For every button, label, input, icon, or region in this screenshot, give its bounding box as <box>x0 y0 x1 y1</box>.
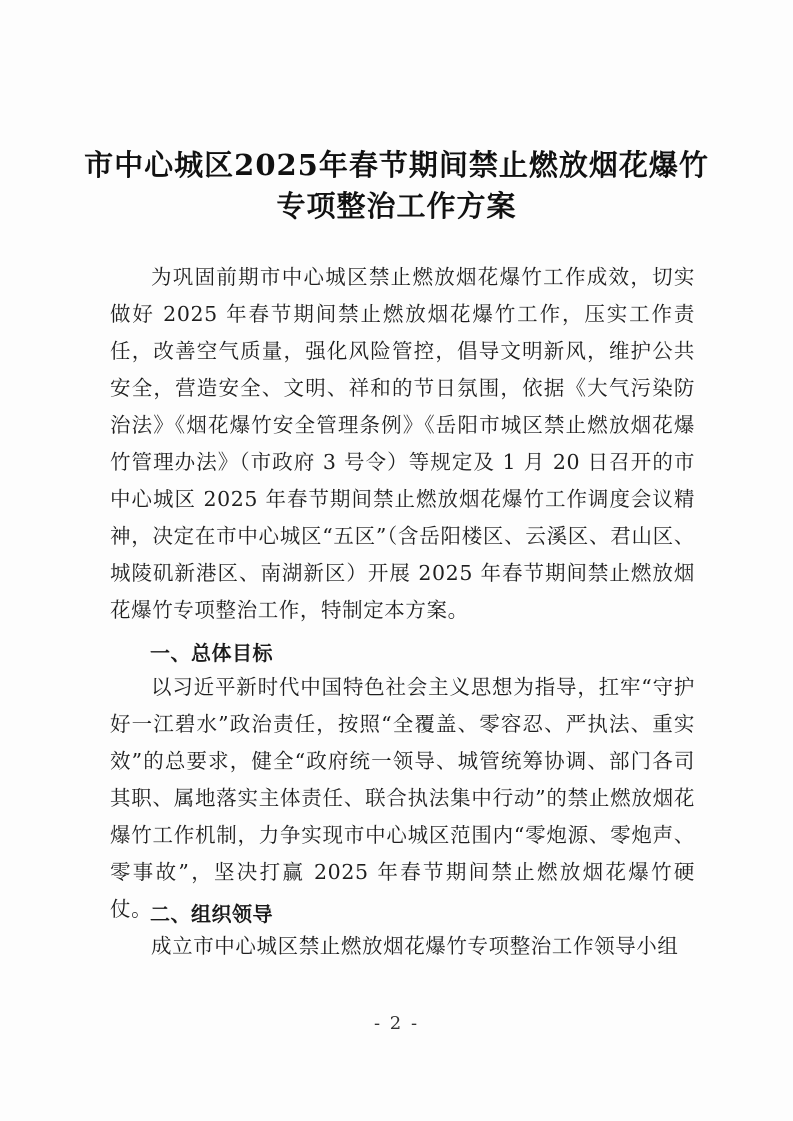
section2-paragraph-block <box>110 928 695 965</box>
intro-paragraph: 为巩固前期市中心城区禁止燃放烟花爆竹工作成效，切实做好 2025 年春节期间禁止燃放烟花爆竹工作，压实工作责任，改善空气质量，强化风险管控，倡导文明新风，维护公共安全，营造安全、文明、祥和的节日氛围，依据《大气污染防治法》《烟花爆竹安全管理条例》《岳阳市城区禁止燃放烟花爆竹管理办法》（市政府 3 号令）等规定及 1 月 20 日召开的市中心城区 2025 年春节期间禁止燃放烟花爆竹工作调度会议精神，决定在市中心城区“五区”（含岳阳楼区、云溪区、君山区、城陵矶新港区、南湖新区）开展 2025 年春节期间禁止燃放烟花爆竹专项整治工作，特制定本方案。 <box>110 265 695 622</box>
section1-paragraph-block <box>110 669 695 928</box>
section1-heading: 一、总体目标 <box>150 641 273 665</box>
section2-paragraph: 成立市中心城区禁止燃放烟花爆竹专项整治工作领导小组 <box>151 934 679 958</box>
section1-paragraph: 以习近平新时代中国特色社会主义思想为指导，扛牢“守护好一江碧水”政治责任，按照“全覆盖、零容忍、严执法、重实效”的总要求，健全“政府统一领导、城管统筹协调、部门各司其职、属地落实主体责任、联合执法集中行动”的禁止燃放烟花爆竹工作机制，力争实现市中心城区范围内“零炮源、零炮声、零事故”，坚决打赢 2025 年春节期间禁止燃放烟花爆竹硬仗。 <box>110 675 695 921</box>
section2-heading: 二、组织领导 <box>150 902 273 926</box>
document-title-line1: 市中心城区2025年春节期间禁止燃放烟花爆竹 <box>84 148 709 182</box>
page-number: - 2 - <box>373 1013 420 1034</box>
intro-paragraph-block <box>110 259 695 629</box>
document-title-line2: 专项整治工作方案 <box>276 189 517 223</box>
